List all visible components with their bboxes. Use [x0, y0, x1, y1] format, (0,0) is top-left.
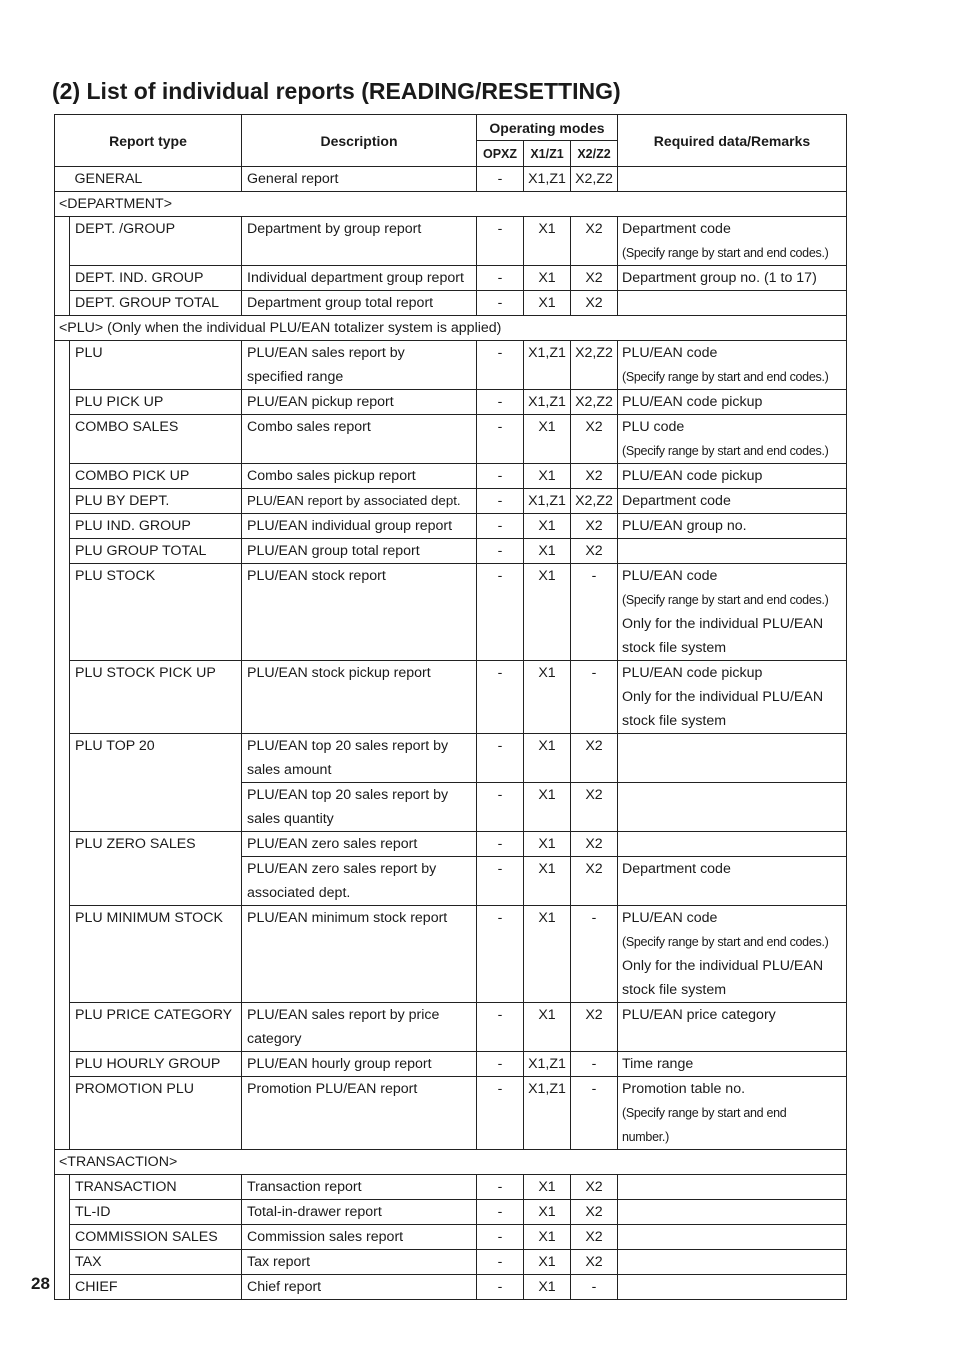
- opxz-cell: -: [477, 1003, 524, 1052]
- description-cell: Combo sales report: [242, 415, 477, 464]
- group-row: [55, 1150, 847, 1175]
- x1z1-cell: X1: [524, 1250, 571, 1275]
- header-required-remarks: Required data/Remarks: [618, 115, 847, 167]
- description-cell: PLU/EAN zero sales report: [242, 832, 477, 857]
- x2z2-cell: X2: [571, 832, 618, 857]
- x2z2-cell: -: [571, 1052, 618, 1077]
- report-type-cell: PLU GROUP TOTAL: [70, 539, 242, 564]
- indent-cell: [55, 1175, 70, 1200]
- remarks-cell: [618, 832, 847, 857]
- x2z2-cell: X2: [571, 734, 618, 783]
- description-line: PLU/EAN sales report by: [247, 345, 405, 361]
- opxz-cell: -: [477, 857, 524, 906]
- report-type-cell: DEPT. IND. GROUP: [70, 266, 242, 291]
- description-cell: PLU/EAN stock pickup report: [242, 661, 477, 734]
- x2z2-cell: X2: [571, 291, 618, 316]
- table-row: [55, 564, 847, 661]
- description-cell: PLU/EAN pickup report: [242, 390, 477, 415]
- report-type-cell: TL-ID: [70, 1200, 242, 1225]
- indent-cell: [55, 1225, 70, 1250]
- x2z2-cell: X2,Z2: [571, 390, 618, 415]
- remark-line: stock file system: [622, 640, 727, 656]
- indent-cell: [55, 167, 70, 192]
- table-row: [55, 1003, 847, 1052]
- remarks-cell: [618, 341, 847, 390]
- opxz-cell: -: [477, 1077, 524, 1150]
- description-line: associated dept.: [247, 885, 351, 901]
- header-opxz: OPXZ: [477, 141, 524, 167]
- indent-cell: [55, 415, 70, 464]
- report-type-cell: PLU STOCK: [70, 564, 242, 661]
- description-cell: PLU/EAN report by associated dept.: [242, 489, 477, 514]
- opxz-cell: -: [477, 341, 524, 390]
- description-cell: [242, 1003, 477, 1052]
- remarks-cell: [618, 906, 847, 1003]
- table-row: [55, 390, 847, 415]
- x2z2-cell: -: [571, 906, 618, 1003]
- description-cell: PLU/EAN stock report: [242, 564, 477, 661]
- group-transaction: <TRANSACTION>: [55, 1150, 847, 1175]
- remarks-cell: [618, 661, 847, 734]
- x2z2-cell: X2: [571, 1003, 618, 1052]
- indent-cell: [55, 1275, 70, 1300]
- x2z2-cell: X2: [571, 415, 618, 464]
- header-operating-modes: Operating modes: [477, 115, 618, 141]
- description-cell: General report: [242, 167, 477, 192]
- x2z2-cell: X2: [571, 857, 618, 906]
- x2z2-cell: X2: [571, 1200, 618, 1225]
- x1z1-cell: X1: [524, 906, 571, 1003]
- remarks-cell: Department code: [618, 489, 847, 514]
- description-cell: Individual department group report: [242, 266, 477, 291]
- x1z1-cell: X1: [524, 217, 571, 266]
- x2z2-cell: X2,Z2: [571, 167, 618, 192]
- description-cell: PLU/EAN individual group report: [242, 514, 477, 539]
- description-line: category: [247, 1031, 302, 1047]
- indent-cell: [55, 1250, 70, 1275]
- x1z1-cell: X1,Z1: [524, 1077, 571, 1150]
- opxz-cell: -: [477, 291, 524, 316]
- indent-cell: [55, 464, 70, 489]
- table-row: [55, 1200, 847, 1225]
- remarks-cell: [618, 783, 847, 832]
- x1z1-cell: X1: [524, 514, 571, 539]
- indent-cell: [55, 564, 70, 661]
- opxz-cell: -: [477, 661, 524, 734]
- x2z2-cell: X2: [571, 783, 618, 832]
- remark-line: Only for the individual PLU/EAN: [622, 616, 824, 632]
- indent-cell: [55, 661, 70, 734]
- table-row: [55, 167, 847, 192]
- description-line: PLU/EAN top 20 sales report by: [247, 738, 449, 754]
- opxz-cell: -: [477, 906, 524, 1003]
- remarks-cell: [618, 291, 847, 316]
- x2z2-cell: X2: [571, 1225, 618, 1250]
- opxz-cell: -: [477, 464, 524, 489]
- indent-cell: [55, 514, 70, 539]
- remarks-cell: [618, 415, 847, 464]
- remark-line: PLU/EAN code pickup: [622, 665, 763, 681]
- description-cell: Department by group report: [242, 217, 477, 266]
- remarks-cell: [618, 1175, 847, 1200]
- group-row: [55, 192, 847, 217]
- indent-cell: [55, 390, 70, 415]
- remark-note: (Specify range by start and end codes.): [622, 246, 829, 260]
- remark-line: PLU/EAN code: [622, 568, 718, 584]
- header-description: Description: [242, 115, 477, 167]
- header-x2z2: X2/Z2: [571, 141, 618, 167]
- indent-cell: [55, 1052, 70, 1077]
- report-type-cell: COMBO PICK UP: [70, 464, 242, 489]
- x1z1-cell: X1: [524, 661, 571, 734]
- x1z1-cell: X1: [524, 1200, 571, 1225]
- x2z2-cell: X2: [571, 1250, 618, 1275]
- x1z1-cell: X1,Z1: [524, 1052, 571, 1077]
- reports-table: [54, 114, 847, 1300]
- indent-cell: [55, 906, 70, 1003]
- table-row: [55, 217, 847, 266]
- opxz-cell: -: [477, 514, 524, 539]
- description-line: PLU/EAN top 20 sales report by: [247, 787, 449, 803]
- indent-cell: [55, 1077, 70, 1150]
- opxz-cell: -: [477, 1250, 524, 1275]
- description-cell: Commission sales report: [242, 1225, 477, 1250]
- report-type-cell: PLU TOP 20: [70, 734, 242, 832]
- opxz-cell: -: [477, 783, 524, 832]
- remarks-cell: [618, 734, 847, 783]
- description-cell: Combo sales pickup report: [242, 464, 477, 489]
- x1z1-cell: X1: [524, 564, 571, 661]
- description-cell: [242, 341, 477, 390]
- table-row: [55, 514, 847, 539]
- remark-line: PLU code: [622, 419, 685, 435]
- description-line: PLU/EAN zero sales report by: [247, 861, 437, 877]
- description-cell: Promotion PLU/EAN report: [242, 1077, 477, 1150]
- description-cell: Transaction report: [242, 1175, 477, 1200]
- x1z1-cell: X1: [524, 734, 571, 783]
- report-type-cell: DEPT. /GROUP: [70, 217, 242, 266]
- report-type-cell: PLU PRICE CATEGORY: [70, 1003, 242, 1052]
- x2z2-cell: X2: [571, 539, 618, 564]
- remark-line: stock file system: [622, 713, 727, 729]
- opxz-cell: -: [477, 489, 524, 514]
- indent-cell: [55, 489, 70, 514]
- x2z2-cell: X2,Z2: [571, 341, 618, 390]
- x1z1-cell: X1: [524, 1225, 571, 1250]
- remark-note: (Specify range by start and end: [622, 1106, 787, 1120]
- description-cell: PLU/EAN hourly group report: [242, 1052, 477, 1077]
- x1z1-cell: X1: [524, 1175, 571, 1200]
- opxz-cell: -: [477, 1200, 524, 1225]
- opxz-cell: -: [477, 564, 524, 661]
- report-type-cell: PLU: [70, 341, 242, 390]
- table-row: [55, 906, 847, 1003]
- report-type-cell: PLU ZERO SALES: [70, 832, 242, 906]
- description-line: sales amount: [247, 762, 332, 778]
- x2z2-cell: -: [571, 564, 618, 661]
- description-cell: Tax report: [242, 1250, 477, 1275]
- x1z1-cell: X1: [524, 783, 571, 832]
- remarks-cell: [618, 1225, 847, 1250]
- table-row: [55, 1250, 847, 1275]
- group-row: [55, 316, 847, 341]
- x2z2-cell: X2: [571, 464, 618, 489]
- remark-note: number.): [622, 1130, 669, 1144]
- x2z2-cell: X2: [571, 266, 618, 291]
- description-line: specified range: [247, 369, 344, 385]
- remark-line: PLU/EAN code: [622, 910, 718, 926]
- description-cell: Total-in-drawer report: [242, 1200, 477, 1225]
- table-row: [55, 464, 847, 489]
- remark-note: (Specify range by start and end codes.): [622, 444, 829, 458]
- remarks-cell: [618, 564, 847, 661]
- x1z1-cell: X1,Z1: [524, 390, 571, 415]
- table-row: [55, 832, 847, 857]
- description-cell: [242, 783, 477, 832]
- description-cell: Chief report: [242, 1275, 477, 1300]
- remark-note: (Specify range by start and end codes.): [622, 593, 829, 607]
- remarks-cell: [618, 1250, 847, 1275]
- table-row: [55, 291, 847, 316]
- x1z1-cell: X1: [524, 266, 571, 291]
- opxz-cell: -: [477, 390, 524, 415]
- report-type-cell: PLU BY DEPT.: [70, 489, 242, 514]
- remark-line: Promotion table no.: [622, 1081, 746, 1097]
- description-cell: PLU/EAN minimum stock report: [242, 906, 477, 1003]
- report-type-cell: PROMOTION PLU: [70, 1077, 242, 1150]
- report-type-cell: TAX: [70, 1250, 242, 1275]
- opxz-cell: -: [477, 217, 524, 266]
- table-row: [55, 489, 847, 514]
- table-row: [55, 1052, 847, 1077]
- report-type-cell: PLU STOCK PICK UP: [70, 661, 242, 734]
- remarks-cell: Department code: [618, 857, 847, 906]
- remarks-cell: PLU/EAN code pickup: [618, 464, 847, 489]
- report-type-cell: TRANSACTION: [70, 1175, 242, 1200]
- x2z2-cell: X2: [571, 514, 618, 539]
- indent-cell: [55, 217, 70, 266]
- x1z1-cell: X1: [524, 464, 571, 489]
- remarks-cell: [618, 1275, 847, 1300]
- description-line: PLU/EAN sales report by price: [247, 1007, 440, 1023]
- x2z2-cell: X2,Z2: [571, 489, 618, 514]
- opxz-cell: -: [477, 734, 524, 783]
- opxz-cell: -: [477, 1275, 524, 1300]
- remarks-cell: Time range: [618, 1052, 847, 1077]
- header-x1z1: X1/Z1: [524, 141, 571, 167]
- indent-cell: [55, 832, 70, 906]
- opxz-cell: -: [477, 1225, 524, 1250]
- remark-line: Only for the individual PLU/EAN: [622, 689, 824, 705]
- x1z1-cell: X1: [524, 1003, 571, 1052]
- report-type-cell: CHIEF: [70, 1275, 242, 1300]
- opxz-cell: -: [477, 539, 524, 564]
- group-plu: <PLU> (Only when the individual PLU/EAN totalizer system is applied): [55, 316, 847, 341]
- description-line: sales quantity: [247, 811, 334, 827]
- indent-cell: [55, 734, 70, 832]
- opxz-cell: -: [477, 266, 524, 291]
- report-type-cell: COMBO SALES: [70, 415, 242, 464]
- opxz-cell: -: [477, 1052, 524, 1077]
- x1z1-cell: X1: [524, 539, 571, 564]
- indent-cell: [55, 291, 70, 316]
- remark-line: stock file system: [622, 982, 727, 998]
- description-cell: [242, 734, 477, 783]
- x1z1-cell: X1: [524, 832, 571, 857]
- table-row: [55, 661, 847, 734]
- report-type-cell: PLU IND. GROUP: [70, 514, 242, 539]
- remarks-cell: [618, 217, 847, 266]
- opxz-cell: -: [477, 167, 524, 192]
- indent-cell: [55, 266, 70, 291]
- remark-note: (Specify range by start and end codes.): [622, 935, 829, 949]
- opxz-cell: -: [477, 415, 524, 464]
- report-type-cell: PLU MINIMUM STOCK: [70, 906, 242, 1003]
- table-row: [55, 266, 847, 291]
- description-cell: Department group total report: [242, 291, 477, 316]
- x1z1-cell: X1,Z1: [524, 167, 571, 192]
- remarks-cell: [618, 539, 847, 564]
- remarks-cell: PLU/EAN code pickup: [618, 390, 847, 415]
- table-row: [55, 1225, 847, 1250]
- indent-cell: [55, 1200, 70, 1225]
- remark-line: Department code: [622, 221, 731, 237]
- x1z1-cell: X1,Z1: [524, 341, 571, 390]
- remarks-cell: PLU/EAN group no.: [618, 514, 847, 539]
- table-row: [55, 1275, 847, 1300]
- x2z2-cell: -: [571, 661, 618, 734]
- table-row: [55, 539, 847, 564]
- x1z1-cell: X1: [524, 857, 571, 906]
- report-type-cell: COMMISSION SALES: [70, 1225, 242, 1250]
- x1z1-cell: X1,Z1: [524, 489, 571, 514]
- remark-line: Only for the individual PLU/EAN: [622, 958, 824, 974]
- table-row: [55, 1077, 847, 1150]
- page-number: 28: [31, 1274, 50, 1293]
- x1z1-cell: X1: [524, 415, 571, 464]
- x1z1-cell: X1: [524, 291, 571, 316]
- opxz-cell: -: [477, 832, 524, 857]
- description-cell: PLU/EAN group total report: [242, 539, 477, 564]
- indent-cell: [55, 341, 70, 390]
- remarks-cell: [618, 1200, 847, 1225]
- remarks-cell: [618, 1077, 847, 1150]
- x2z2-cell: -: [571, 1077, 618, 1150]
- table-row: [55, 341, 847, 390]
- group-department: <DEPARTMENT>: [55, 192, 847, 217]
- x2z2-cell: -: [571, 1275, 618, 1300]
- table-row: [55, 415, 847, 464]
- remark-note: (Specify range by start and end codes.): [622, 370, 829, 384]
- x2z2-cell: X2: [571, 217, 618, 266]
- indent-cell: [55, 539, 70, 564]
- x1z1-cell: X1: [524, 1275, 571, 1300]
- remarks-cell: PLU/EAN price category: [618, 1003, 847, 1052]
- x2z2-cell: X2: [571, 1175, 618, 1200]
- opxz-cell: -: [477, 1175, 524, 1200]
- table-row: [55, 1175, 847, 1200]
- indent-cell: [55, 1003, 70, 1052]
- header-report-type: Report type: [55, 115, 242, 167]
- remark-line: PLU/EAN code: [622, 345, 718, 361]
- report-type-cell: DEPT. GROUP TOTAL: [70, 291, 242, 316]
- remarks-cell: Department group no. (1 to 17): [618, 266, 847, 291]
- remarks-cell: [618, 167, 847, 192]
- report-type-cell: PLU HOURLY GROUP: [70, 1052, 242, 1077]
- page-title: (2) List of individual reports (READING/RESETTING): [52, 78, 621, 104]
- report-type-cell: GENERAL: [70, 167, 242, 192]
- report-type-cell: PLU PICK UP: [70, 390, 242, 415]
- table-row: [55, 734, 847, 783]
- description-cell: [242, 857, 477, 906]
